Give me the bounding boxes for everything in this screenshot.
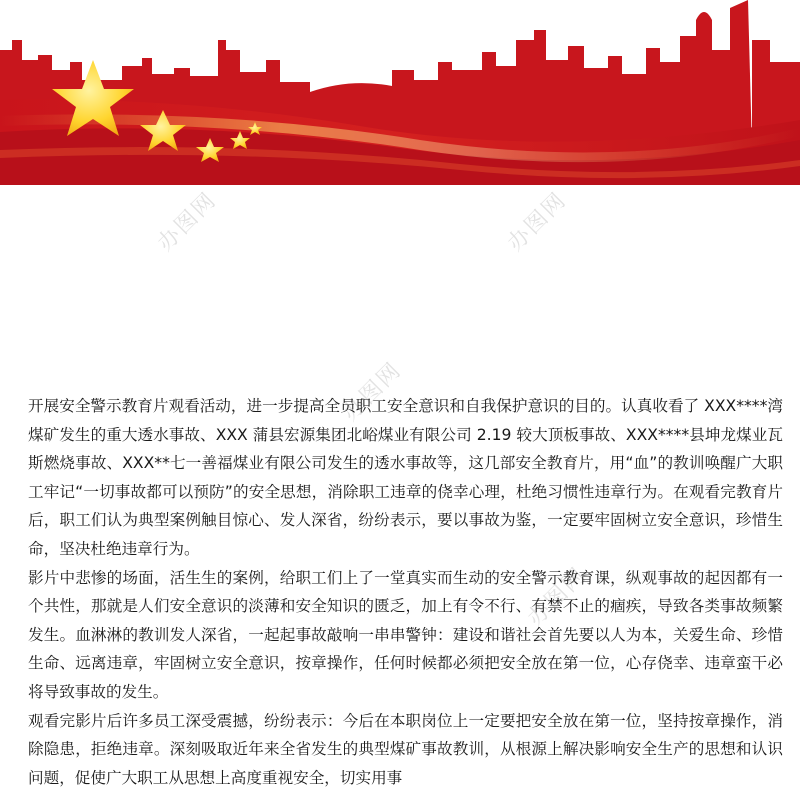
- watermark: 办图网: [523, 562, 592, 632]
- watermark: 办图网: [153, 187, 222, 257]
- document-body: [28, 392, 783, 792]
- paragraph: 观看完影片后许多员工深受震撼，纷纷表示：今后在本职岗位上一定要把安全放在第一位，坚持按章操作，消除隐患，拒绝违章。深刻吸取近年来全省发生的典型煤矿事故教训，从根源上解决影响安全生产的思想和认识问题，促使广大职工从思想上高度重视安全，切实用事: [28, 711, 783, 787]
- watermark: 办图网: [338, 357, 407, 427]
- paragraph: 开展安全警示教育片观看活动，进一步提高全员职工安全意识和自我保护意识的目的。认真收看了 XXX****湾煤矿发生的重大透水事故、XXX 蒲县宏源集团北峪煤业有限公司 2.19 较大顶板事故、XXX****县坤龙煤业瓦斯燃烧事故、XXX**七一善福煤业有限公司发生的透水事故等，这几部安全教育片，用“血”的教训唤醒广大职工牢记“一切事故都可以预防”的安全思想，消除职工违章的侥幸心理，杜绝习惯性违章行为。在观看完教育片后，职工们认为典型案例触目惊心、发人深省，纷纷表示，要以事故为鉴，一定要牢固树立安全意识，珍惜生命，坚决杜绝违章行为。: [28, 397, 783, 558]
- header-banner: [0, 0, 800, 185]
- watermark: 办图网: [503, 187, 572, 257]
- paragraph: 影片中悲惨的场面，活生生的案例，给职工们上了一堂真实而生动的安全警示教育课，纵观事故的起因都有一个共性，那就是人们安全意识的淡薄和安全知识的匮乏，加上有令不行、有禁不止的痼疾，导致各类事故频繁发生。血淋淋的教训发人深省，一起起事故敲响一串串警钟：建设和谐社会首先要以人为本，关爱生命、珍惜生命、远离违章，牢固树立安全意识，按章操作，任何时候都必须把安全放在第一位，心存侥幸、违章蛮干必将导致事故的发生。: [28, 568, 783, 701]
